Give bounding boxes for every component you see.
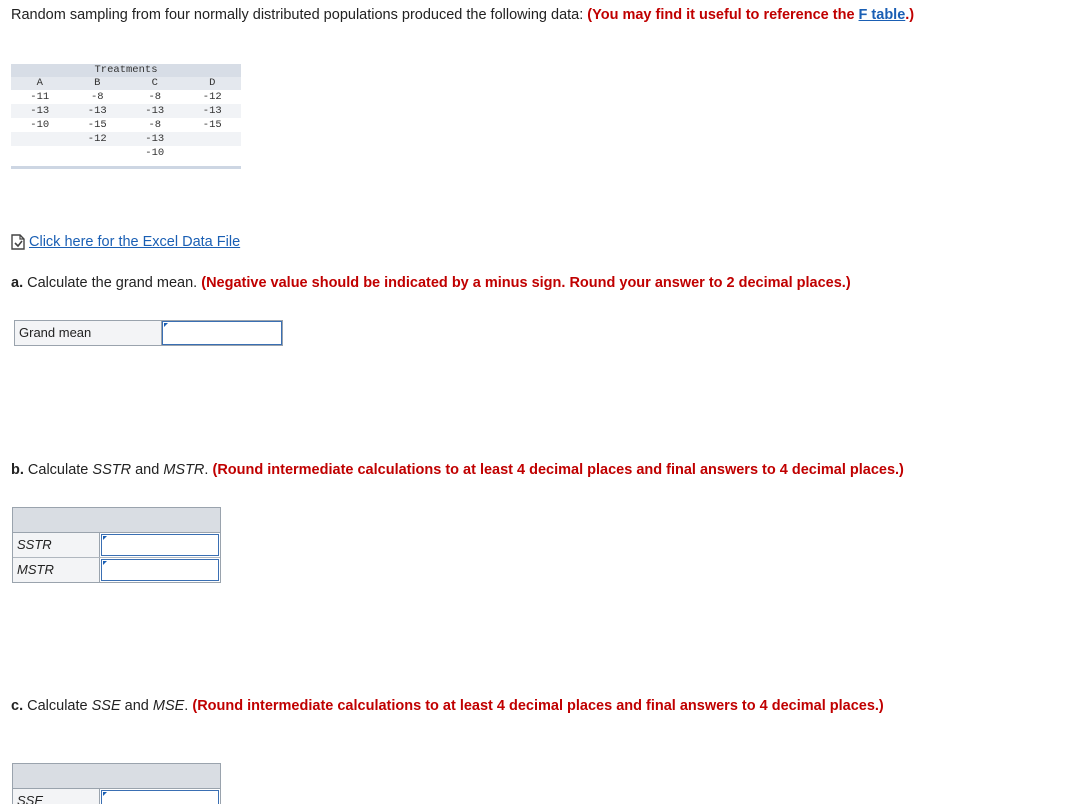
sse-input[interactable] (101, 790, 219, 804)
column-a: A (36, 77, 43, 89)
sstr-input[interactable] (101, 534, 219, 556)
table-cell: -12 (202, 91, 222, 103)
answer-table-header (13, 508, 220, 533)
sstr-label: SSTR (13, 533, 100, 557)
sse-label: SSE (13, 789, 100, 804)
table-cell: -8 (148, 91, 162, 103)
table-cell (11, 146, 69, 160)
table-cell: -10 (30, 119, 50, 131)
table-cell: -13 (145, 133, 165, 145)
mstr-input[interactable] (101, 559, 219, 581)
table-cell: -8 (148, 119, 162, 131)
sse-mse-table (12, 763, 221, 804)
column-b: B (94, 77, 101, 89)
instruction-b: (Round intermediate calculations to at least 4 decimal places and final answers to 4 decimal places.) (212, 462, 904, 478)
grand-mean-row (14, 320, 283, 346)
instruction-c: (Round intermediate calculations to at least 4 decimal places and final answers to 4 decimal places.) (192, 698, 884, 714)
document-icon (11, 234, 25, 250)
flag-icon (164, 323, 168, 327)
grand-mean-label: Grand mean (15, 321, 162, 345)
table-cell: -13 (30, 105, 50, 117)
question-b: b. Calculate SSTR and MSTR. (Round intermediate calculations to at least 4 decimal places and final answers to 4 decimal places.) (11, 462, 904, 478)
f-table-link[interactable]: F table (858, 7, 906, 23)
table-cell: -13 (145, 105, 165, 117)
table-row (11, 118, 241, 132)
question-c: c. Calculate SSE and MSE. (Round intermediate calculations to at least 4 decimal places and final answers to 4 decimal places.) (11, 698, 884, 714)
table-cell (11, 132, 69, 146)
flag-icon (103, 792, 107, 796)
sstr-mstr-table (12, 507, 221, 583)
answer-table-header (13, 764, 220, 789)
intro-text: Random sampling from four normally distributed populations produced the following data: (11, 7, 588, 23)
table-cell: -13 (87, 105, 107, 117)
table-cell: -11 (30, 91, 50, 103)
table-bottom-rule (11, 160, 241, 169)
sstr-row (13, 533, 220, 557)
table-cell: -13 (202, 105, 222, 117)
table-row (11, 146, 241, 160)
table-cell: -8 (90, 91, 104, 103)
table-cell (184, 132, 242, 146)
column-c: C (151, 77, 158, 89)
treatments-header: Treatments (11, 64, 241, 77)
table-cell: -15 (87, 119, 107, 131)
table-row (11, 90, 241, 104)
mstr-label: MSTR (13, 558, 100, 582)
flag-icon (103, 561, 107, 565)
table-cell (184, 146, 242, 160)
intro-note: (You may find it useful to reference the F table.) (587, 7, 915, 23)
column-d: D (209, 77, 216, 89)
flag-icon (103, 536, 107, 540)
instruction-a: (Negative value should be indicated by a minus sign. Round your answer to 2 decimal places.) (201, 275, 851, 291)
grand-mean-input[interactable] (162, 321, 282, 345)
mstr-row (13, 557, 220, 582)
column-headers (11, 77, 241, 90)
intro-paragraph (11, 6, 1011, 25)
table-cell: -10 (145, 147, 165, 159)
table-cell (69, 146, 127, 160)
question-a: a. Calculate the grand mean. (Negative value should be indicated by a minus sign. Round your answer to 2 decimal places.) (11, 275, 851, 291)
excel-data-file-link[interactable]: Click here for the Excel Data File (29, 234, 241, 250)
treatments-table (11, 64, 241, 169)
table-row (11, 104, 241, 118)
table-row (11, 132, 241, 146)
excel-link-row[interactable] (11, 234, 240, 250)
table-cell: -15 (202, 119, 222, 131)
table-cell: -12 (87, 133, 107, 145)
sse-row (13, 789, 220, 804)
